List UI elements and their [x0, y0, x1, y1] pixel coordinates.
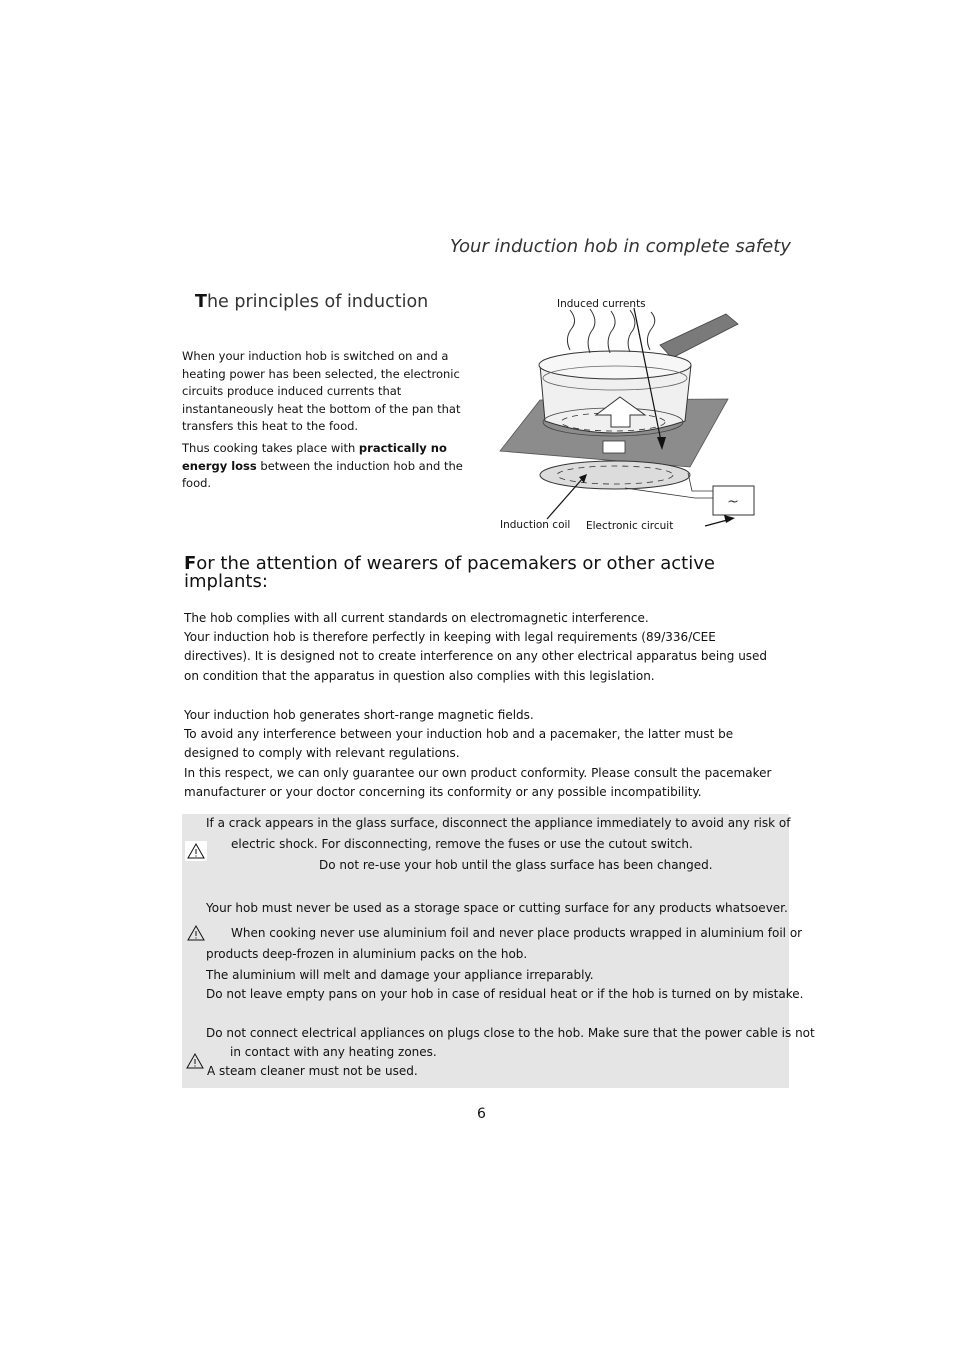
- warning-1-line-3: Do not re-use your hob until the glass surface has been changed.: [319, 858, 713, 872]
- pan-handle: [660, 314, 738, 358]
- warning-triangle-icon: [185, 841, 207, 861]
- pan-rim: [539, 351, 691, 379]
- block2-line: In this respect, we can only guarantee our own product conformity. Please consult the pacemaker manufacturer or your doctor concerning its conformity or any possible incompatibility.: [184, 765, 772, 799]
- title-text: or the attention of wearers of pacemakers or other active implants:: [184, 553, 715, 592]
- warning-3-line-2: in contact with any heating zones.: [230, 1045, 437, 1059]
- page-number: 6: [477, 1106, 486, 1122]
- para2-prefix: Thus cooking takes place with: [182, 441, 359, 455]
- warning-triangle-icon: [184, 1051, 206, 1071]
- section-title-principles: [195, 292, 428, 312]
- para2-suffix: between the induction hob and the food.: [182, 458, 463, 490]
- title-initial: T: [195, 292, 207, 312]
- label-induction-coil: Induction coil: [500, 519, 571, 531]
- ac-symbol: ~: [727, 494, 739, 510]
- label-induced-currents: Induced currents: [557, 298, 646, 310]
- title-initial: F: [184, 553, 197, 574]
- block1-line: The hob complies with all current standards on electromagnetic interference.: [184, 611, 649, 625]
- warning-1-line-1: If a crack appears in the glass surface, disconnect the appliance immediately to avoid any risk of: [206, 816, 791, 830]
- para2-bold: practically no energy loss: [182, 441, 447, 473]
- section-title-pacemakers: [184, 555, 744, 591]
- warning-2-line-3: products deep-frozen in aluminium packs on the hob.: [206, 947, 528, 961]
- block1-line: Your induction hob is therefore perfectly in keeping with legal requirements (89/336/CEE directives). It is designed not to create interference on any other electrical apparatus being used on condition that the apparatus in question also complies with this legislation.: [184, 630, 768, 683]
- page-header-title: Your induction hob in complete safety: [450, 236, 791, 257]
- principles-paragraph-1: When your induction hob is switched on and a heating power has been selected, the electronic circuits produce induced currents that instantaneously heat the bottom of the pan that transfers this heat to the food.: [182, 349, 461, 433]
- warning-3-line-3: A steam cleaner must not be used.: [207, 1064, 418, 1078]
- warning-2-line-2: When cooking never use aluminium foil and never place products wrapped in aluminium foil or: [231, 926, 803, 940]
- induction-coil-disc: [540, 461, 690, 489]
- label-electronic-circuit: Electronic circuit: [586, 520, 674, 532]
- warning-2-line-5: Do not leave empty pans on your hob in case of residual heat or if the hob is turned on by mistake.: [206, 987, 804, 1001]
- principles-paragraph-2: [182, 440, 467, 493]
- pacemaker-block-2: [184, 706, 784, 802]
- warning-1-line-2: electric shock. For disconnecting, remove the fuses or use the cutout switch.: [231, 837, 693, 851]
- warning-triangle-icon: [185, 923, 207, 943]
- warning-2-line-4: The aluminium will melt and damage your appliance irreparably.: [206, 968, 594, 982]
- title-text: he principles of induction: [206, 292, 429, 312]
- induction-diagram: [495, 295, 775, 540]
- block2-line: To avoid any interference between your induction hob and a pacemaker, the latter must be designed to comply with relevant regulations.: [184, 727, 734, 761]
- block2-line: Your induction hob generates short-range magnetic fields.: [184, 708, 534, 722]
- warning-2-line-1: Your hob must never be used as a storage space or cutting surface for any products whatsoever.: [206, 901, 788, 915]
- pacemaker-block-1: [184, 609, 784, 686]
- warning-3-line-1: Do not connect electrical appliances on plugs close to the hob. Make sure that the power cable is not: [206, 1026, 815, 1040]
